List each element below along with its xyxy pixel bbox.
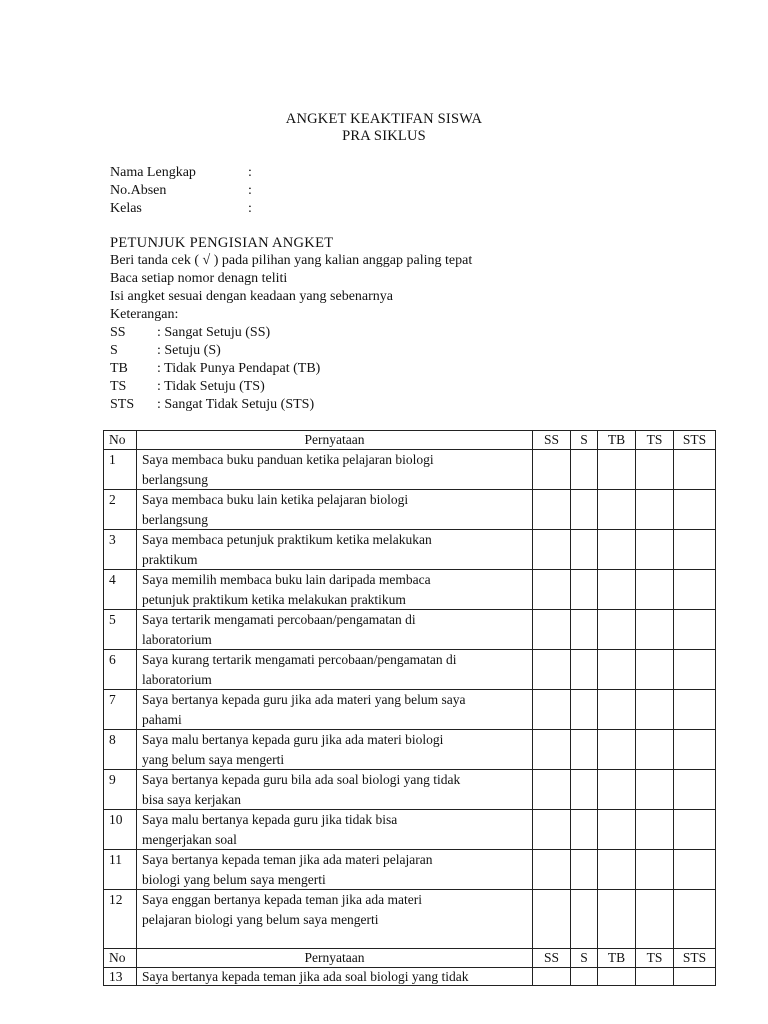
answer-cell-sts[interactable]	[674, 450, 716, 490]
table-row	[104, 450, 716, 490]
statement-line: Saya membaca buku panduan ketika pelajaran biologi	[142, 452, 434, 467]
answer-cell-sts[interactable]	[674, 690, 716, 730]
page-subtitle: PRA SIKLUS	[342, 128, 426, 144]
statement-cell	[137, 890, 533, 949]
header-ts: TS	[636, 949, 674, 968]
table-row	[104, 570, 716, 610]
identity-colon: :	[248, 165, 252, 180]
answer-cell-tb[interactable]	[598, 730, 636, 770]
header-pernyataan: Pernyataan	[137, 431, 533, 450]
header-ts: TS	[636, 431, 674, 450]
identity-label: No.Absen	[110, 183, 167, 198]
statement-line: mengerjakan soal	[142, 831, 237, 847]
answer-cell-ts[interactable]	[636, 810, 674, 850]
answer-cell-ts[interactable]	[636, 850, 674, 890]
page-title: ANGKET KEAKTIFAN SISWA	[285, 111, 483, 127]
statement-line: Saya bertanya kepada teman jika ada materi pelajaran	[142, 852, 433, 867]
answer-cell-sts[interactable]	[674, 850, 716, 890]
answer-cell-s[interactable]	[571, 570, 598, 610]
statement-line: biologi yang belum saya mengerti	[142, 871, 326, 887]
row-number: 1	[104, 450, 137, 490]
table-row	[104, 890, 716, 949]
answer-cell-ts[interactable]	[636, 968, 674, 986]
table-row	[104, 690, 716, 730]
answer-cell-s[interactable]	[571, 890, 598, 949]
answer-cell-tb[interactable]	[598, 450, 636, 490]
answer-cell-ss[interactable]	[533, 810, 571, 850]
answer-cell-s[interactable]	[571, 610, 598, 650]
statement-cell	[137, 650, 533, 690]
legend-row	[110, 396, 472, 414]
instructions-block	[110, 234, 472, 414]
statement-line: laboratorium	[142, 631, 212, 647]
answer-cell-tb[interactable]	[598, 890, 636, 949]
header-sts: STS	[674, 431, 716, 450]
header-tb: TB	[598, 431, 636, 450]
table-row	[104, 730, 716, 770]
legend-abbr: TS	[110, 379, 127, 394]
statement-line: Saya kurang tertarik mengamati percobaan/pengamatan di	[142, 652, 457, 667]
answer-cell-ss[interactable]	[533, 570, 571, 610]
answer-cell-tb[interactable]	[598, 850, 636, 890]
answer-cell-ss[interactable]	[533, 610, 571, 650]
statement-line: pelajaran biologi yang belum saya mengerti	[142, 911, 379, 927]
answer-cell-tb[interactable]	[598, 810, 636, 850]
row-number: 7	[104, 690, 137, 730]
answer-cell-ss[interactable]	[533, 490, 571, 530]
answer-cell-ss[interactable]	[533, 770, 571, 810]
statement-line: Saya bertanya kepada teman jika ada soal biologi yang tidak	[142, 969, 469, 984]
row-number: 11	[104, 850, 137, 890]
legend-row	[110, 360, 472, 378]
identity-row-kelas	[110, 200, 258, 218]
legend-abbr: STS	[110, 397, 135, 412]
statement-cell	[137, 968, 533, 986]
legend-desc: : Sangat Setuju (SS)	[157, 325, 271, 340]
answer-cell-ts[interactable]	[636, 650, 674, 690]
legend-row	[110, 342, 472, 360]
identity-colon: :	[248, 201, 252, 216]
table-row	[104, 490, 716, 530]
answer-cell-ss[interactable]	[533, 690, 571, 730]
answer-cell-ts[interactable]	[636, 730, 674, 770]
answer-cell-s[interactable]	[571, 770, 598, 810]
header-no: No	[104, 949, 137, 968]
header-s: S	[571, 949, 598, 968]
identity-row-name	[110, 164, 258, 182]
answer-cell-tb[interactable]	[598, 690, 636, 730]
answer-cell-s[interactable]	[571, 650, 598, 690]
statement-line: yang belum saya mengerti	[142, 751, 285, 767]
answer-cell-tb[interactable]	[598, 650, 636, 690]
answer-cell-sts[interactable]	[674, 968, 716, 986]
statement-line: Saya malu bertanya kepada guru jika tidak bisa	[142, 812, 398, 827]
answer-cell-ss[interactable]	[533, 968, 571, 986]
statement-line: Saya bertanya kepada guru bila ada soal biologi yang tidak	[142, 772, 461, 787]
answer-cell-ss[interactable]	[533, 730, 571, 770]
answer-cell-ts[interactable]	[636, 770, 674, 810]
answer-cell-tb[interactable]	[598, 530, 636, 570]
row-number: 10	[104, 810, 137, 850]
answer-cell-s[interactable]	[571, 490, 598, 530]
row-number: 3	[104, 530, 137, 570]
row-number: 6	[104, 650, 137, 690]
row-number: 13	[104, 968, 137, 986]
statement-line: bisa saya kerjakan	[142, 791, 241, 807]
statement-line: Saya malu bertanya kepada guru jika ada materi biologi	[142, 732, 444, 747]
answer-cell-s[interactable]	[571, 530, 598, 570]
instruction-line: Baca setiap nomor denagn teliti	[110, 271, 288, 286]
legend-desc: : Tidak Punya Pendapat (TB)	[157, 361, 321, 376]
answer-cell-ss[interactable]	[533, 650, 571, 690]
answer-cell-sts[interactable]	[674, 770, 716, 810]
statement-cell	[137, 730, 533, 770]
legend-abbr: S	[110, 343, 118, 358]
table-row	[104, 968, 716, 986]
answer-cell-tb[interactable]	[598, 490, 636, 530]
answer-cell-ts[interactable]	[636, 490, 674, 530]
statement-line: Saya memilih membaca buku lain daripada membaca	[142, 572, 431, 587]
answer-cell-s[interactable]	[571, 450, 598, 490]
table-row	[104, 850, 716, 890]
row-number: 4	[104, 570, 137, 610]
identity-label: Nama Lengkap	[110, 165, 196, 180]
legend-row	[110, 378, 472, 396]
answer-cell-tb[interactable]	[598, 770, 636, 810]
answer-cell-s[interactable]	[571, 850, 598, 890]
statement-cell	[137, 810, 533, 850]
answer-cell-tb[interactable]	[598, 610, 636, 650]
answer-cell-sts[interactable]	[674, 650, 716, 690]
answer-cell-ts[interactable]	[636, 570, 674, 610]
answer-cell-s[interactable]	[571, 690, 598, 730]
answer-cell-ts[interactable]	[636, 530, 674, 570]
header-s: S	[571, 431, 598, 450]
legend-row	[110, 324, 472, 342]
answer-cell-ss[interactable]	[533, 890, 571, 949]
legend-abbr: TB	[110, 361, 128, 376]
statement-line: Saya bertanya kepada guru jika ada materi yang belum saya	[142, 692, 466, 707]
header-pernyataan: Pernyataan	[137, 949, 533, 968]
table-header-row	[104, 431, 716, 450]
header-ss: SS	[533, 949, 571, 968]
answer-cell-ss[interactable]	[533, 450, 571, 490]
statement-line: Saya membaca petunjuk praktikum ketika melakukan	[142, 532, 432, 547]
table-row	[104, 810, 716, 850]
header-tb: TB	[598, 949, 636, 968]
identity-row-absen	[110, 182, 258, 200]
legend-heading: Keterangan:	[110, 307, 179, 322]
statement-cell	[137, 850, 533, 890]
answer-cell-sts[interactable]	[674, 530, 716, 570]
statement-line: praktikum	[142, 551, 198, 567]
identity-colon: :	[248, 183, 252, 198]
legend-desc: : Sangat Tidak Setuju (STS)	[157, 397, 315, 412]
table-row	[104, 610, 716, 650]
questionnaire-table	[103, 430, 716, 986]
statement-line: petunjuk praktikum ketika melakukan praktikum	[142, 591, 406, 607]
answer-cell-ts[interactable]	[636, 450, 674, 490]
statement-cell	[137, 690, 533, 730]
answer-cell-s[interactable]	[571, 810, 598, 850]
statement-line: berlangsung	[142, 511, 208, 527]
answer-cell-sts[interactable]	[674, 570, 716, 610]
statement-cell	[137, 490, 533, 530]
answer-cell-ts[interactable]	[636, 690, 674, 730]
row-number: 5	[104, 610, 137, 650]
statement-cell	[137, 530, 533, 570]
instructions-heading: PETUNJUK PENGISIAN ANGKET	[110, 235, 334, 251]
statement-line: pahami	[142, 711, 182, 727]
row-number: 2	[104, 490, 137, 530]
answer-cell-sts[interactable]	[674, 610, 716, 650]
instruction-line: Beri tanda cek ( √ ) pada pilihan yang kalian anggap paling tepat	[110, 253, 473, 268]
statement-line: Saya enggan bertanya kepada teman jika ada materi	[142, 892, 422, 907]
statement-line: Saya membaca buku lain ketika pelajaran biologi	[142, 492, 409, 507]
answer-cell-sts[interactable]	[674, 890, 716, 949]
answer-cell-tb[interactable]	[598, 968, 636, 986]
statement-line: Saya tertarik mengamati percobaan/pengamatan di	[142, 612, 416, 627]
statement-cell	[137, 570, 533, 610]
answer-cell-ss[interactable]	[533, 850, 571, 890]
legend-abbr: SS	[110, 325, 126, 340]
statement-line: laboratorium	[142, 671, 212, 687]
statement-cell	[137, 450, 533, 490]
legend-desc: : Tidak Setuju (TS)	[157, 379, 265, 394]
answer-cell-s[interactable]	[571, 730, 598, 770]
row-number: 9	[104, 770, 137, 810]
statement-cell	[137, 770, 533, 810]
answer-cell-sts[interactable]	[674, 730, 716, 770]
header-no: No	[104, 431, 137, 450]
answer-cell-ts[interactable]	[636, 890, 674, 949]
header-ss: SS	[533, 431, 571, 450]
identity-label: Kelas	[110, 201, 142, 216]
statement-cell	[137, 610, 533, 650]
table-header-row-repeat	[104, 949, 716, 968]
answer-cell-s[interactable]	[571, 968, 598, 986]
row-number: 12	[104, 890, 137, 949]
legend-desc: : Setuju (S)	[157, 343, 221, 358]
table-row	[104, 650, 716, 690]
answer-cell-ts[interactable]	[636, 610, 674, 650]
header-sts: STS	[674, 949, 716, 968]
identity-block	[110, 164, 258, 218]
instruction-line: Isi angket sesuai dengan keadaan yang sebenarnya	[110, 289, 393, 304]
answer-cell-sts[interactable]	[674, 490, 716, 530]
table-row	[104, 770, 716, 810]
row-number: 8	[104, 730, 137, 770]
answer-cell-sts[interactable]	[674, 810, 716, 850]
statement-line: berlangsung	[142, 471, 208, 487]
table-row	[104, 530, 716, 570]
answer-cell-ss[interactable]	[533, 530, 571, 570]
answer-cell-tb[interactable]	[598, 570, 636, 610]
